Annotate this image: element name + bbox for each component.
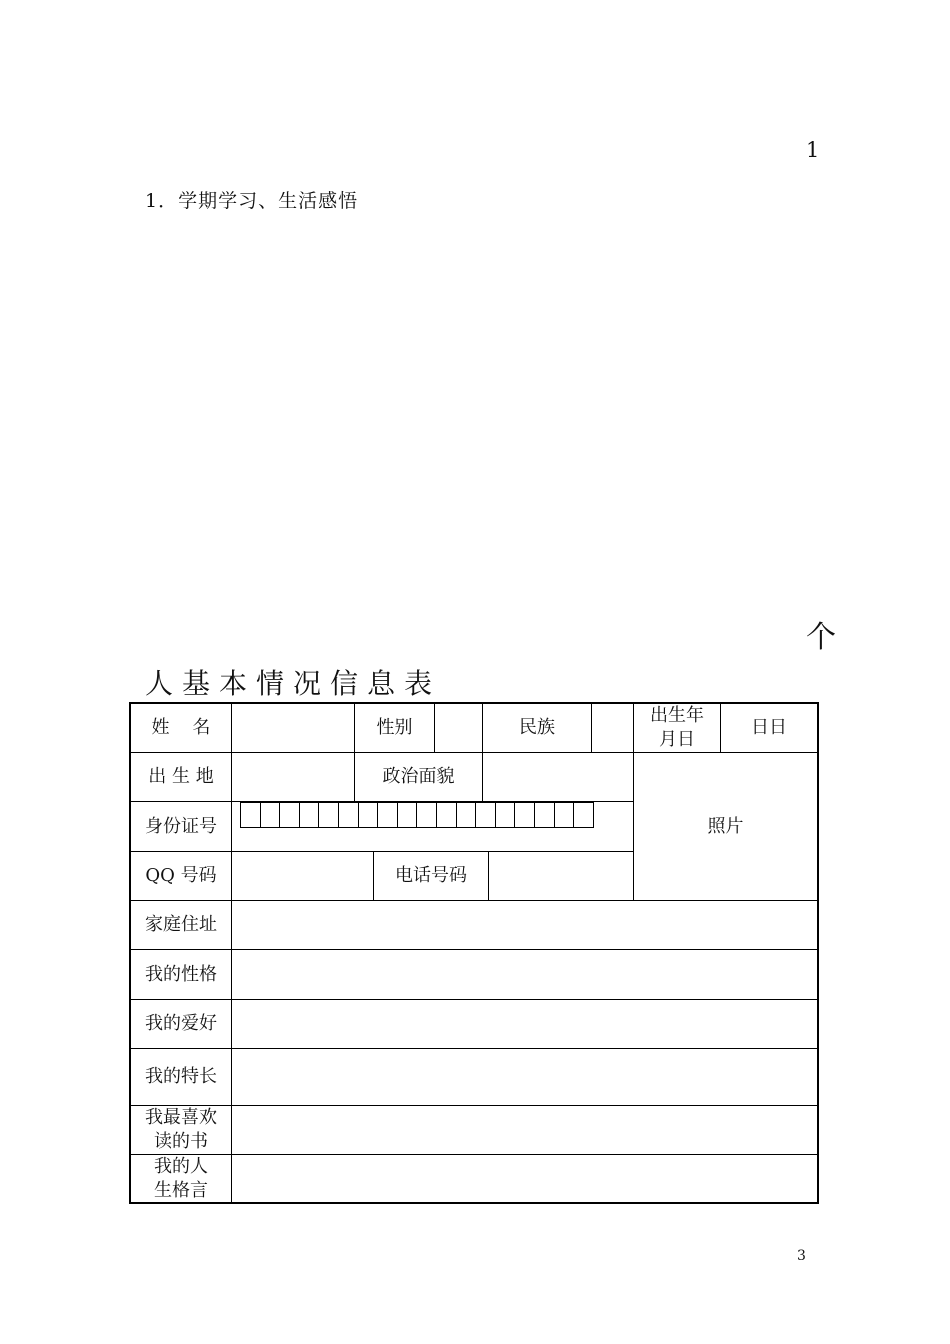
gender-label: 性别 (376, 717, 413, 738)
id-digit-box[interactable] (475, 802, 496, 828)
hobby-field[interactable] (232, 1000, 817, 1048)
id-digit-box[interactable] (397, 802, 418, 828)
qq-field[interactable] (232, 852, 373, 900)
phone-label: 电话号码 (395, 865, 467, 886)
id-digit-box[interactable] (456, 802, 477, 828)
photo-box[interactable]: 照片 (707, 815, 744, 837)
id-number-label: 身份证号 (145, 815, 217, 837)
specialty-label: 我的特长 (145, 1066, 217, 1087)
favorite-book-label: 我最喜欢 读的书 (145, 1107, 217, 1152)
id-digit-box[interactable] (573, 802, 594, 828)
motto-label: 我的人 生格言 (154, 1155, 208, 1201)
ethnicity-field[interactable] (592, 704, 633, 752)
id-digit-box[interactable] (377, 802, 398, 828)
birthplace-label: 出 生 地 (148, 766, 214, 787)
personality-field[interactable] (232, 950, 817, 999)
political-status-field[interactable] (483, 753, 633, 801)
favorite-book-field[interactable] (232, 1106, 817, 1154)
section-heading: 1．学期学习、生活感悟 (145, 190, 359, 212)
name-label: 姓 名 (151, 717, 211, 738)
id-digit-box[interactable] (279, 802, 300, 828)
id-digit-box[interactable] (436, 802, 457, 828)
hobby-label: 我的爱好 (145, 1013, 217, 1034)
specialty-field[interactable] (232, 1049, 817, 1105)
ethnicity-label: 民族 (519, 717, 555, 738)
id-digit-box[interactable] (514, 802, 535, 828)
birthdate-label: 出生年 月日 (650, 705, 704, 750)
id-digit-box[interactable] (416, 802, 437, 828)
page-number: 3 (797, 1248, 806, 1264)
form-title-first-char: 个 (806, 620, 836, 655)
birthdate-value[interactable]: 日日 (751, 717, 787, 738)
id-digit-box[interactable] (534, 802, 555, 828)
id-digit-box[interactable] (240, 802, 261, 828)
id-digit-box[interactable] (554, 802, 575, 828)
personality-label: 我的性格 (145, 963, 217, 985)
id-digit-box[interactable] (358, 802, 379, 828)
top-number: 1 (806, 138, 820, 162)
id-digit-box[interactable] (318, 802, 339, 828)
birthplace-field[interactable] (232, 753, 354, 801)
id-digit-box[interactable] (260, 802, 281, 828)
motto-field[interactable] (232, 1155, 817, 1202)
gender-field[interactable] (435, 704, 482, 752)
address-label: 家庭住址 (145, 914, 217, 935)
name-field[interactable] (232, 704, 354, 752)
political-status-label: 政治面貌 (382, 766, 455, 787)
qq-label: QQ 号码 (145, 865, 217, 886)
id-digit-box[interactable] (299, 802, 320, 828)
id-digit-box[interactable] (338, 802, 359, 828)
phone-field[interactable] (489, 852, 633, 900)
id-digit-box[interactable] (495, 802, 516, 828)
address-field[interactable] (232, 901, 817, 949)
form-title: 人基本情况信息表 (145, 667, 442, 700)
